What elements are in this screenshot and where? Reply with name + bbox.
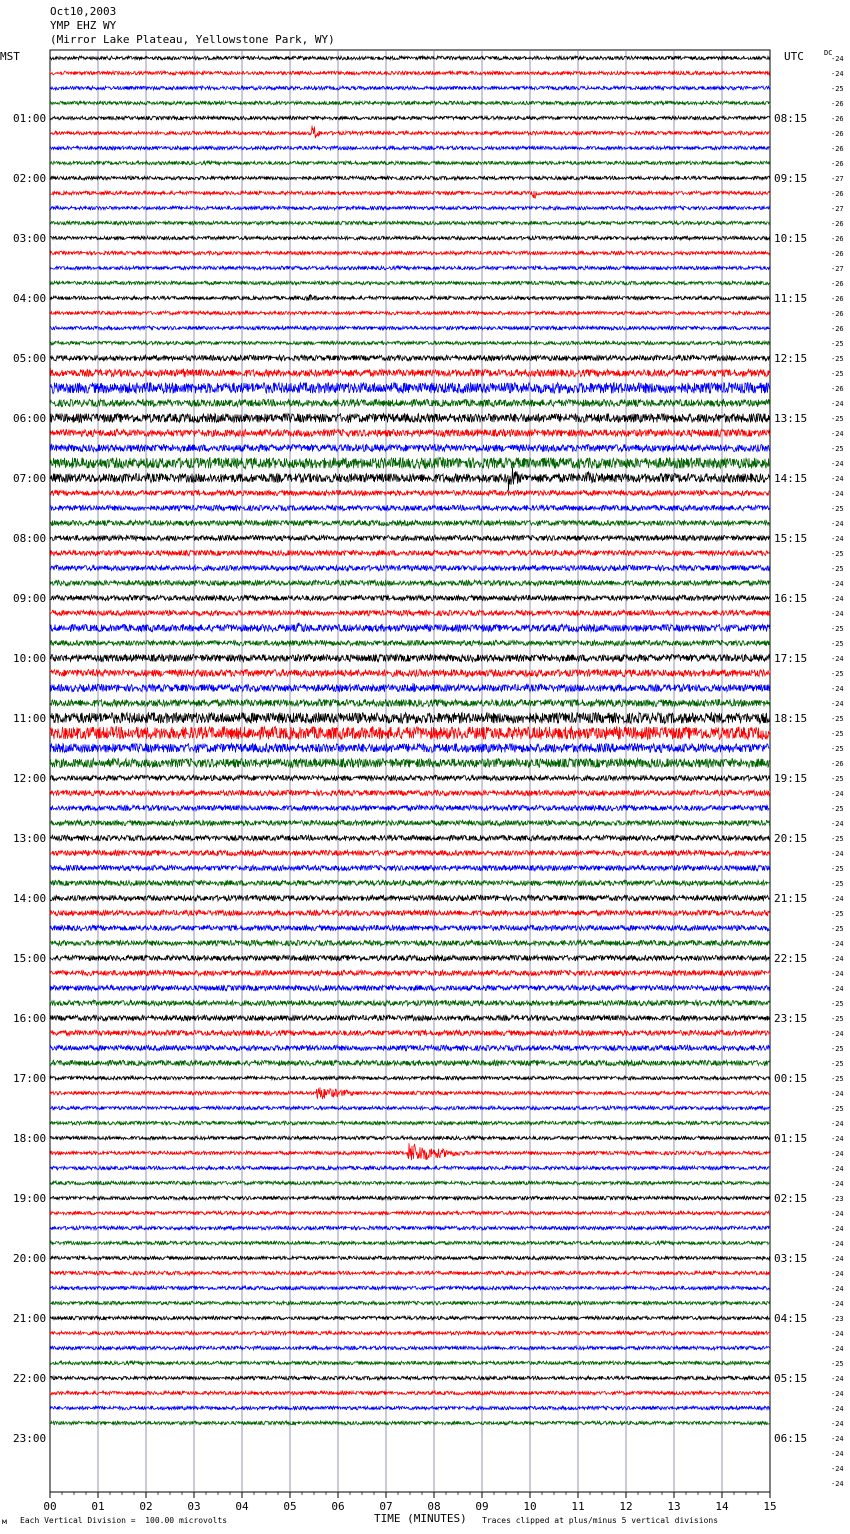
dc-offset-value: -25 [831, 805, 844, 813]
dc-offset-value: -27 [831, 205, 844, 213]
dc-offset-value: -24 [831, 1120, 844, 1128]
utc-hour-label: 02:15 [774, 1192, 808, 1205]
dc-offset-value: -24 [831, 1390, 844, 1398]
dc-offset-value: -24 [831, 700, 844, 708]
dc-offset-value: -24 [831, 595, 844, 603]
dc-offset-value: -24 [831, 1435, 844, 1443]
dc-offset-value: -25 [831, 835, 844, 843]
seismic-trace [50, 266, 770, 270]
dc-offset-value: -24 [831, 655, 844, 663]
seismic-trace [50, 623, 770, 632]
dc-offset-value: -25 [831, 1075, 844, 1083]
seismic-trace [50, 535, 770, 540]
mst-hour-label: 12:00 [13, 772, 47, 785]
x-tick-label: 14 [715, 1500, 729, 1513]
dc-offset-value: -24 [831, 1405, 844, 1413]
seismic-trace [50, 383, 770, 394]
mst-hour-label: 03:00 [13, 232, 47, 245]
plot-frame [50, 50, 770, 1492]
seismic-trace [50, 1030, 770, 1035]
seismic-trace [50, 467, 770, 490]
dc-offset-value: -26 [831, 220, 844, 228]
seismic-trace [50, 191, 770, 198]
dc-offset-value: -24 [831, 1285, 844, 1293]
seismic-trace [50, 1166, 770, 1170]
dc-offset-value: -24 [831, 520, 844, 528]
seismic-trace [50, 820, 770, 825]
utc-hour-label: 13:15 [774, 412, 808, 425]
seismic-trace [50, 880, 770, 885]
x-axis-label: TIME (MINUTES) [374, 1512, 467, 1525]
seismic-trace [50, 326, 770, 330]
dc-offset-value: -24 [831, 1255, 844, 1263]
seismic-trace [50, 341, 770, 345]
utc-hour-label: 16:15 [774, 592, 808, 605]
dc-offset-label: DC [824, 49, 833, 57]
seismic-trace [50, 895, 770, 900]
x-tick-label: 15 [763, 1500, 777, 1513]
seismic-trace [50, 640, 770, 645]
dc-offset-value: -24 [831, 850, 844, 858]
utc-hour-label: 05:15 [774, 1372, 808, 1385]
mst-hour-label: 07:00 [13, 472, 47, 485]
x-tick-label: 03 [187, 1500, 201, 1513]
dc-offset-value: -26 [831, 310, 844, 318]
seismic-trace [50, 1015, 770, 1020]
dc-offset-value: -26 [831, 760, 844, 768]
dc-offset-value: -25 [831, 370, 844, 378]
dc-offset-value: -25 [831, 1015, 844, 1023]
dc-offset-value: -24 [831, 490, 844, 498]
x-tick-label: 05 [283, 1500, 297, 1513]
x-tick-label: 02 [139, 1500, 153, 1513]
mst-hour-label: 04:00 [13, 292, 47, 305]
seismic-trace [50, 414, 770, 423]
dc-offset-value: -26 [831, 130, 844, 138]
mst-hour-label: 06:00 [13, 412, 47, 425]
seismic-trace [50, 610, 770, 615]
mst-hour-label: 10:00 [13, 652, 47, 665]
dc-offset-value: -25 [831, 670, 844, 678]
dc-offset-value: -25 [831, 745, 844, 753]
dc-offset-value: -24 [831, 1420, 844, 1428]
dc-offset-value: -24 [831, 955, 844, 963]
mst-hour-label: 09:00 [13, 592, 47, 605]
dc-offset-value: -26 [831, 280, 844, 288]
dc-offset-value: -24 [831, 1090, 844, 1098]
mst-hour-label: 13:00 [13, 832, 47, 845]
seismic-trace [50, 251, 770, 255]
dc-offset-value: -25 [831, 565, 844, 573]
mst-hour-label: 21:00 [13, 1312, 47, 1325]
seismic-trace [50, 1421, 770, 1425]
x-tick-label: 07 [379, 1500, 393, 1513]
x-tick-label: 04 [235, 1500, 249, 1513]
dc-offset-value: -25 [831, 505, 844, 513]
dc-offset-value: -26 [831, 295, 844, 303]
x-tick-label: 09 [475, 1500, 489, 1513]
dc-offset-value: -26 [831, 385, 844, 393]
dc-offset-value: -23 [831, 1315, 844, 1323]
mst-hour-label: 02:00 [13, 172, 47, 185]
mst-hour-label: 15:00 [13, 952, 47, 965]
seismic-trace [50, 126, 770, 138]
x-tick-label: 13 [667, 1500, 681, 1513]
station-name: YMP EHZ WY [50, 19, 117, 32]
seismic-trace [50, 1106, 770, 1110]
utc-hour-label: 00:15 [774, 1072, 808, 1085]
seismic-trace [50, 369, 770, 378]
dc-offset-value: -25 [831, 730, 844, 738]
seismic-trace [50, 1181, 770, 1185]
dc-offset-value: -25 [831, 1045, 844, 1053]
mst-hour-label: 19:00 [13, 1192, 47, 1205]
dc-offset-value: -26 [831, 115, 844, 123]
dc-offset-value: -25 [831, 550, 844, 558]
dc-offset-value: -24 [831, 1465, 844, 1473]
seismic-trace [50, 699, 770, 706]
dc-offset-value: -24 [831, 610, 844, 618]
seismic-trace [50, 161, 770, 165]
utc-hour-label: 01:15 [774, 1132, 808, 1145]
seismic-trace [50, 727, 770, 740]
seismic-trace [50, 1391, 770, 1395]
seismic-trace [50, 565, 770, 570]
utc-hour-label: 10:15 [774, 232, 808, 245]
seismic-trace [50, 1376, 770, 1380]
seismic-trace [50, 355, 770, 360]
x-tick-label: 10 [523, 1500, 537, 1513]
seismic-trace [50, 1000, 770, 1005]
seismic-trace [50, 1226, 770, 1230]
dc-offset-value: -25 [831, 445, 844, 453]
seismic-trace [50, 805, 770, 810]
utc-hour-label: 15:15 [774, 532, 808, 545]
utc-hour-label: 03:15 [774, 1252, 808, 1265]
dc-offset-value: -24 [831, 460, 844, 468]
dc-offset-value: -24 [831, 1150, 844, 1158]
seismic-trace [50, 1121, 770, 1125]
utc-hour-label: 06:15 [774, 1432, 808, 1445]
dc-offset-value: -24 [831, 430, 844, 438]
dc-offset-value: -26 [831, 160, 844, 168]
seismic-trace [50, 311, 770, 315]
utc-hour-label: 09:15 [774, 172, 808, 185]
dc-offset-value: -24 [831, 535, 844, 543]
seismic-trace [50, 86, 770, 90]
seismic-trace [50, 505, 770, 510]
seismic-trace [50, 925, 770, 930]
seismic-trace [50, 1271, 770, 1275]
utc-hour-label: 17:15 [774, 652, 808, 665]
seismic-trace [50, 985, 770, 990]
mst-hour-label: 08:00 [13, 532, 47, 545]
seismic-trace [50, 1136, 770, 1140]
utc-hour-label: 20:15 [774, 832, 808, 845]
dc-offset-value: -25 [831, 1360, 844, 1368]
seismic-trace [50, 850, 770, 855]
dc-offset-value: -27 [831, 265, 844, 273]
x-tick-label: 12 [619, 1500, 633, 1513]
dc-offset-value: -24 [831, 400, 844, 408]
dc-offset-value: -24 [831, 790, 844, 798]
seismic-trace [50, 1361, 770, 1365]
seismic-trace [50, 1076, 770, 1080]
dc-offset-value: -24 [831, 1210, 844, 1218]
dc-offset-value: -26 [831, 190, 844, 198]
seismic-trace [50, 1346, 770, 1350]
utc-hour-label: 18:15 [774, 712, 808, 725]
dc-offset-value: -25 [831, 775, 844, 783]
utc-hour-label: 19:15 [774, 772, 808, 785]
seismic-trace [50, 1241, 770, 1245]
plot-date: Oct10,2003 [50, 5, 117, 18]
seismic-trace [50, 429, 770, 436]
x-tick-label: 01 [91, 1500, 105, 1513]
seismic-trace [50, 206, 770, 210]
utc-hour-label: 12:15 [774, 352, 808, 365]
seismic-trace [50, 683, 770, 692]
seismic-trace [50, 910, 770, 915]
mst-hour-label: 16:00 [13, 1012, 47, 1025]
dc-offset-value: -25 [831, 880, 844, 888]
dc-offset-value: -24 [831, 70, 844, 78]
dc-offset-value: -25 [831, 925, 844, 933]
seismic-trace [50, 1060, 770, 1065]
seismic-trace [50, 146, 770, 150]
seismic-trace [50, 236, 770, 240]
seismic-trace [50, 444, 770, 451]
seismic-trace [50, 713, 770, 724]
seismic-trace [50, 759, 770, 768]
mst-hour-label: 17:00 [13, 1072, 47, 1085]
dc-offset-value: -24 [831, 1030, 844, 1038]
seismic-trace [50, 550, 770, 555]
dc-offset-value: -25 [831, 1000, 844, 1008]
dc-offset-value: -24 [831, 55, 844, 63]
seismic-trace [50, 176, 770, 180]
dc-offset-value: -25 [831, 1060, 844, 1068]
dc-offset-value: -24 [831, 1345, 844, 1353]
dc-offset-value: -24 [831, 1300, 844, 1308]
dc-offset-value: -25 [831, 640, 844, 648]
dc-offset-value: -24 [831, 1375, 844, 1383]
seismic-trace [50, 520, 770, 525]
seismic-trace [50, 743, 770, 752]
seismic-trace [50, 790, 770, 795]
seismic-trace [50, 281, 770, 285]
seismic-trace [50, 116, 770, 120]
dc-offset-value: -25 [831, 865, 844, 873]
dc-offset-value: -25 [831, 1105, 844, 1113]
dc-offset-value: -23 [831, 1195, 844, 1203]
utc-hour-label: 23:15 [774, 1012, 808, 1025]
dc-offset-value: -27 [831, 175, 844, 183]
dc-offset-value: -26 [831, 235, 844, 243]
dc-offset-value: -24 [831, 580, 844, 588]
seismic-trace [50, 940, 770, 945]
dc-offset-value: -24 [831, 1225, 844, 1233]
dc-offset-value: -24 [831, 1330, 844, 1338]
dc-offset-value: -25 [831, 715, 844, 723]
utc-hour-label: 14:15 [774, 472, 808, 485]
clip-note: Traces clipped at plus/minus 5 vertical divisions [482, 1516, 719, 1525]
mst-hour-label: 14:00 [13, 892, 47, 905]
seismic-trace [50, 458, 770, 469]
mst-axis-label: MST [0, 50, 20, 63]
dc-offset-value: -25 [831, 340, 844, 348]
vertical-division-note: Each Vertical Division = 100.00 microvolts [20, 1516, 228, 1525]
mst-hour-label: 05:00 [13, 352, 47, 365]
dc-offset-value: -24 [831, 970, 844, 978]
utc-hour-label: 21:15 [774, 892, 808, 905]
x-tick-label: 11 [571, 1500, 585, 1513]
seismic-trace [50, 101, 770, 105]
mst-hour-label: 01:00 [13, 112, 47, 125]
mst-hour-label: 11:00 [13, 712, 47, 725]
dc-offset-value: -26 [831, 250, 844, 258]
seismic-trace [50, 669, 770, 676]
dc-offset-value: -24 [831, 1480, 844, 1488]
dc-offset-value: -25 [831, 355, 844, 363]
seismic-trace [50, 970, 770, 975]
seismic-trace [50, 294, 770, 301]
mst-hour-label: 20:00 [13, 1252, 47, 1265]
dc-offset-value: -25 [831, 625, 844, 633]
seismic-trace [50, 1087, 770, 1099]
seismic-trace [50, 1196, 770, 1200]
seismic-trace [50, 71, 770, 75]
mst-hour-label: 22:00 [13, 1372, 47, 1385]
utc-hour-label: 11:15 [774, 292, 808, 305]
dc-offset-value: -26 [831, 100, 844, 108]
seismic-trace [50, 865, 770, 870]
mst-hour-label: 23:00 [13, 1432, 47, 1445]
seismic-trace [50, 1143, 770, 1160]
dc-offset-value: -24 [831, 895, 844, 903]
x-tick-label: 00 [43, 1500, 57, 1513]
dc-offset-value: -24 [831, 985, 844, 993]
seismic-trace [50, 595, 770, 600]
x-tick-label: 06 [331, 1500, 345, 1513]
seismic-trace [50, 490, 770, 495]
utc-hour-label: 22:15 [774, 952, 808, 965]
seismic-trace [50, 1256, 770, 1260]
dc-offset-value: -26 [831, 325, 844, 333]
dc-offset-value: -24 [831, 1240, 844, 1248]
seismic-trace [50, 654, 770, 661]
dc-offset-value: -24 [831, 820, 844, 828]
x-tick-label: 08 [427, 1500, 441, 1513]
seismic-trace [50, 1045, 770, 1050]
dc-offset-value: -25 [831, 415, 844, 423]
dc-offset-value: -25 [831, 910, 844, 918]
dc-offset-value: -24 [831, 1165, 844, 1173]
scale-mark: м [2, 1517, 7, 1526]
seismic-trace [50, 1406, 770, 1410]
dc-offset-value: -24 [831, 940, 844, 948]
seismic-trace [50, 775, 770, 780]
seismic-trace [50, 1316, 770, 1320]
seismic-trace [50, 1301, 770, 1305]
dc-offset-value: -24 [831, 1135, 844, 1143]
utc-hour-label: 08:15 [774, 112, 808, 125]
seismic-trace [50, 221, 770, 225]
seismic-trace [50, 56, 770, 60]
mst-hour-label: 18:00 [13, 1132, 47, 1145]
utc-axis-label: UTC [784, 50, 804, 63]
dc-offset-value: -24 [831, 475, 844, 483]
seismic-trace [50, 580, 770, 585]
dc-offset-value: -26 [831, 145, 844, 153]
dc-offset-value: -24 [831, 1270, 844, 1278]
seismic-trace [50, 1331, 770, 1335]
dc-offset-value: -24 [831, 1450, 844, 1458]
seismic-trace [50, 955, 770, 960]
dc-offset-value: -24 [831, 1180, 844, 1188]
seismic-trace [50, 1286, 770, 1290]
seismic-trace [50, 399, 770, 406]
dc-offset-value: -24 [831, 685, 844, 693]
dc-offset-value: -25 [831, 85, 844, 93]
seismic-trace [50, 835, 770, 840]
station-location: (Mirror Lake Plateau, Yellowstone Park, WY) [50, 33, 335, 46]
utc-hour-label: 04:15 [774, 1312, 808, 1325]
seismic-trace [50, 1211, 770, 1215]
